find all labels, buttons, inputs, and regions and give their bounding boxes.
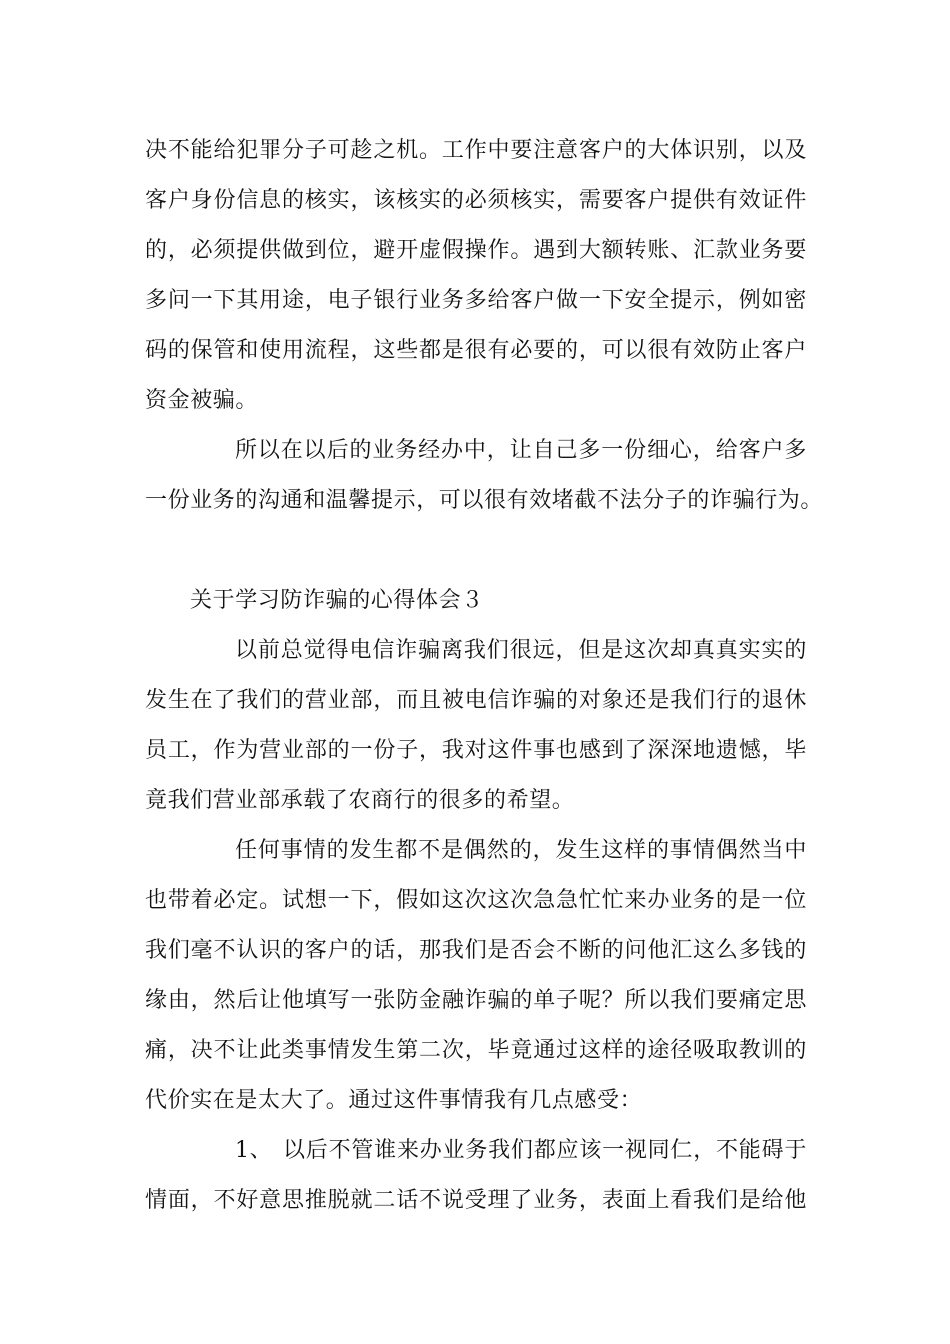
section-heading: 关于学习防诈骗的心得体会３ bbox=[190, 588, 484, 613]
paragraph-line: 所以在以后的业务经办中，让自己多一份细心，给客户多 bbox=[235, 438, 807, 463]
paragraph-line: 情面，不好意思推脱就二话不说受理了业务，表面上看我们是给他 bbox=[145, 1188, 807, 1213]
paragraph-line: 痛，决不让此类事情发生第二次，毕竟通过这样的途径吸取教训的 bbox=[145, 1038, 807, 1063]
paragraph-line: 以前总觉得电信诈骗离我们很远，但是这次却真真实实的 bbox=[235, 638, 807, 663]
paragraph-line: 客户身份信息的核实，该核实的必须核实，需要客户提供有效证件 bbox=[145, 188, 807, 213]
paragraph-line: 员工，作为营业部的一份子，我对这件事也感到了深深地遗憾，毕 bbox=[145, 738, 807, 763]
paragraph-line: 也带着必定。试想一下，假如这次这次急急忙忙来办业务的是一位 bbox=[145, 888, 807, 913]
paragraph-line: 代价实在是太大了。通过这件事情我有几点感受： bbox=[145, 1088, 643, 1113]
paragraph-line: 多问一下其用途，电子银行业务多给客户做一下安全提示，例如密 bbox=[145, 288, 807, 313]
paragraph-line: 我们毫不认识的客户的话，那我们是否会不断的问他汇这么多钱的 bbox=[145, 938, 807, 963]
paragraph-line: 的，必须提供做到位，避开虚假操作。遇到大额转账、汇款业务要 bbox=[145, 238, 807, 263]
paragraph-line: 码的保管和使用流程，这些都是很有必要的，可以很有效防止客户 bbox=[145, 338, 807, 363]
list-marker: 1、 bbox=[235, 1138, 273, 1163]
paragraph-line: 决不能给犯罪分子可趁之机。工作中要注意客户的大体识别，以及 bbox=[145, 138, 807, 163]
paragraph-line: 竟我们营业部承载了农商行的很多的希望。 bbox=[145, 788, 575, 813]
paragraph-line: 任何事情的发生都不是偶然的，发生这样的事情偶然当中 bbox=[235, 838, 807, 863]
paragraph-line: 缘由，然后让他填写一张防金融诈骗的单子呢？所以我们要痛定思 bbox=[145, 988, 807, 1013]
list-item-text: 以后不管谁来办业务我们都应该一视同仁，不能碍于 bbox=[283, 1138, 807, 1163]
paragraph-line: 发生在了我们的营业部，而且被电信诈骗的对象还是我们行的退休 bbox=[145, 688, 807, 713]
paragraph-line: 一份业务的沟通和温馨提示，可以很有效堵截不法分子的诈骗行为。 bbox=[145, 488, 824, 513]
paragraph-line: 资金被骗。 bbox=[145, 388, 259, 413]
